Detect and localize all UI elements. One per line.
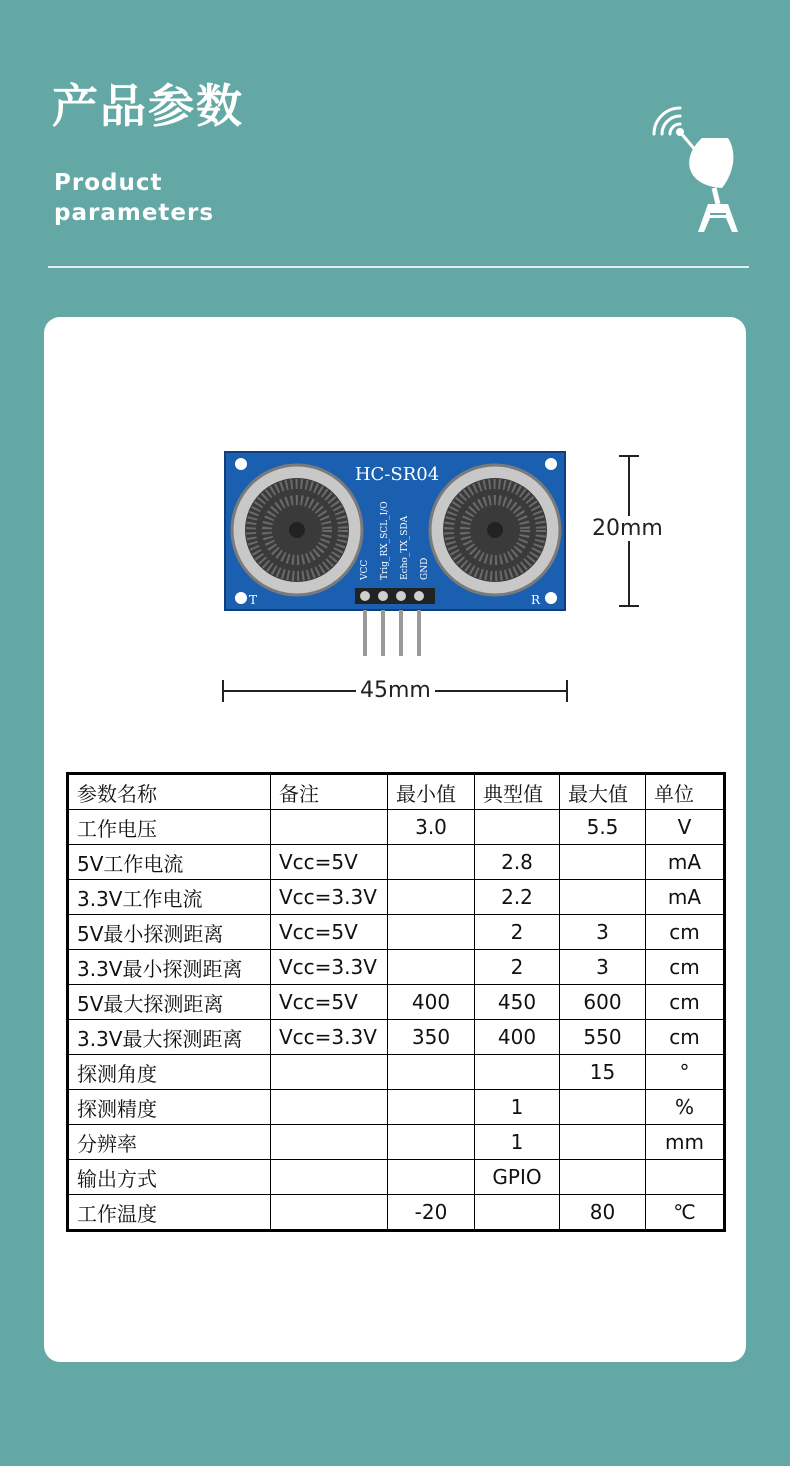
table-cell: Vcc=3.3V xyxy=(271,1020,388,1055)
table-cell xyxy=(271,1055,388,1090)
table-cell: 2.2 xyxy=(475,880,560,915)
page-title: 产品参数 xyxy=(52,79,244,133)
table-cell xyxy=(388,915,475,950)
table-cell: Vcc=3.3V xyxy=(271,880,388,915)
pin-label-vcc: VCC xyxy=(360,559,370,580)
table-cell xyxy=(388,880,475,915)
table-cell: mA xyxy=(646,880,725,915)
table-cell: cm xyxy=(646,985,725,1020)
table-cell xyxy=(271,1195,388,1231)
table-cell xyxy=(475,1055,560,1090)
table-cell xyxy=(388,950,475,985)
table-cell xyxy=(271,1160,388,1195)
table-cell xyxy=(560,1160,646,1195)
header-divider xyxy=(48,266,749,268)
table-cell: 备注 xyxy=(271,774,388,810)
table-cell: 3.3V最小探测距离 xyxy=(68,950,271,985)
table-cell: cm xyxy=(646,1020,725,1055)
table-cell: 3 xyxy=(560,915,646,950)
parameters-table xyxy=(66,772,726,1232)
table-cell: 15 xyxy=(560,1055,646,1090)
table-cell: 2 xyxy=(475,950,560,985)
table-cell: 5V最小探测距离 xyxy=(68,915,271,950)
table-row xyxy=(68,845,725,880)
table-cell: 400 xyxy=(388,985,475,1020)
table-cell xyxy=(560,880,646,915)
table-cell: Vcc=5V xyxy=(271,915,388,950)
table-cell: 3.3V工作电流 xyxy=(68,880,271,915)
table-cell: 400 xyxy=(475,1020,560,1055)
radar-dish-icon xyxy=(640,96,754,236)
height-dimension-label: 20mm xyxy=(588,516,667,541)
table-cell xyxy=(560,845,646,880)
table-cell xyxy=(388,845,475,880)
table-row xyxy=(68,1090,725,1125)
table-cell xyxy=(271,810,388,845)
width-dimension-label: 45mm xyxy=(356,678,435,703)
table-row xyxy=(68,915,725,950)
table-cell xyxy=(388,1125,475,1160)
pin-label-trig: Trig_RX_SCL_I/O xyxy=(380,501,390,580)
table-cell: GPIO xyxy=(475,1160,560,1195)
table-cell: 3.0 xyxy=(388,810,475,845)
transmitter-mark: T xyxy=(249,593,258,607)
table-cell: % xyxy=(646,1090,725,1125)
table-cell xyxy=(560,1125,646,1160)
table-row xyxy=(68,985,725,1020)
table-cell: Vcc=3.3V xyxy=(271,950,388,985)
table-row xyxy=(68,1160,725,1195)
table-cell: ℃ xyxy=(646,1195,725,1231)
table-header-row xyxy=(68,774,725,810)
table-cell xyxy=(560,1090,646,1125)
table-cell: 2 xyxy=(475,915,560,950)
table-cell: 550 xyxy=(560,1020,646,1055)
table-row xyxy=(68,1020,725,1055)
table-row xyxy=(68,1195,725,1231)
subtitle-line-1: Product xyxy=(54,170,163,196)
hc-sr04-module-image xyxy=(215,440,675,710)
page-subtitle xyxy=(54,168,214,228)
table-cell: cm xyxy=(646,950,725,985)
table-cell: mm xyxy=(646,1125,725,1160)
table-row xyxy=(68,950,725,985)
table-cell: 5V最大探测距离 xyxy=(68,985,271,1020)
table-cell xyxy=(388,1055,475,1090)
table-cell: cm xyxy=(646,915,725,950)
table-row xyxy=(68,810,725,845)
table-cell: 单位 xyxy=(646,774,725,810)
table-cell: 工作温度 xyxy=(68,1195,271,1231)
table-cell: 350 xyxy=(388,1020,475,1055)
table-cell xyxy=(475,1195,560,1231)
subtitle-line-2: parameters xyxy=(54,200,215,226)
table-cell: Vcc=5V xyxy=(271,845,388,880)
table-cell: 输出方式 xyxy=(68,1160,271,1195)
table-cell xyxy=(388,1160,475,1195)
table-cell: 5V工作电流 xyxy=(68,845,271,880)
table-cell: 2.8 xyxy=(475,845,560,880)
table-cell: 5.5 xyxy=(560,810,646,845)
board-label: HC-SR04 xyxy=(354,464,440,485)
table-cell: 450 xyxy=(475,985,560,1020)
table-cell: mA xyxy=(646,845,725,880)
table-cell xyxy=(475,810,560,845)
table-cell: 1 xyxy=(475,1090,560,1125)
table-row xyxy=(68,1125,725,1160)
pin-label-gnd: GND xyxy=(420,557,430,580)
table-cell: -20 xyxy=(388,1195,475,1231)
pin-label-echo: Echo_TX_SDA xyxy=(400,515,410,580)
table-cell: 600 xyxy=(560,985,646,1020)
table-cell: 最小值 xyxy=(388,774,475,810)
table-cell: ° xyxy=(646,1055,725,1090)
table-cell: V xyxy=(646,810,725,845)
table-cell: 探测角度 xyxy=(68,1055,271,1090)
table-cell: 参数名称 xyxy=(68,774,271,810)
table-cell: 分辨率 xyxy=(68,1125,271,1160)
table-cell: 最大值 xyxy=(560,774,646,810)
table-cell xyxy=(271,1090,388,1125)
table-cell: 80 xyxy=(560,1195,646,1231)
table-cell xyxy=(646,1160,725,1195)
table-cell: 3 xyxy=(560,950,646,985)
receiver-mark: R xyxy=(531,593,541,607)
table-cell: 探测精度 xyxy=(68,1090,271,1125)
table-cell xyxy=(388,1090,475,1125)
table-cell: 1 xyxy=(475,1125,560,1160)
table-cell: 工作电压 xyxy=(68,810,271,845)
table-cell: Vcc=5V xyxy=(271,985,388,1020)
table-cell: 3.3V最大探测距离 xyxy=(68,1020,271,1055)
table-cell: 典型值 xyxy=(475,774,560,810)
table-row xyxy=(68,880,725,915)
table-row xyxy=(68,1055,725,1090)
table-cell xyxy=(271,1125,388,1160)
